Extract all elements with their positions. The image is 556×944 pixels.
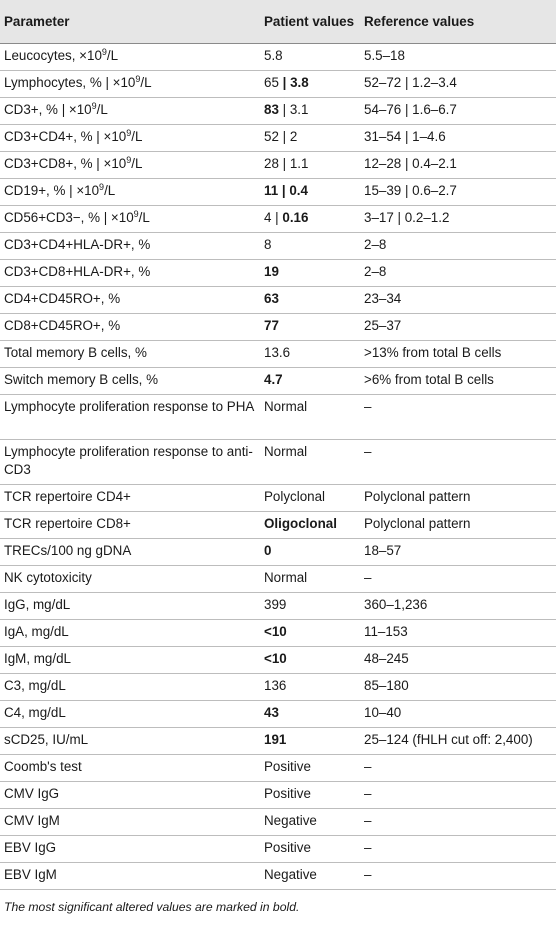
reference-value-cell: – <box>360 782 556 809</box>
table-row <box>0 836 556 863</box>
patient-value-segment: 11 | 0.4 <box>264 183 308 198</box>
patient-value-segment: Negative <box>264 813 317 828</box>
patient-value-cell <box>260 260 360 287</box>
table-row <box>0 755 556 782</box>
header-patient-values: Patient values <box>260 0 360 44</box>
table-row <box>0 512 556 539</box>
parameter-cell: Lymphocytes, % | $\times 10^9/L$ <box>0 71 260 98</box>
patient-value-cell <box>260 71 360 98</box>
patient-value-cell <box>260 593 360 620</box>
patient-value-segment: Positive <box>264 786 311 801</box>
header-parameter: Parameter <box>0 0 260 44</box>
parameter-cell: CD19+, % | $\times 10^9/L$ <box>0 179 260 206</box>
reference-value-cell: – <box>360 440 556 485</box>
reference-value-cell: 48–245 <box>360 647 556 674</box>
table-row <box>0 647 556 674</box>
reference-value-cell: 2–8 <box>360 260 556 287</box>
reference-value-cell: 5.5–18 <box>360 44 556 71</box>
patient-value-segment: Positive <box>264 840 311 855</box>
patient-value-cell <box>260 368 360 395</box>
patient-value-cell <box>260 674 360 701</box>
patient-value-segment: 83 <box>264 102 279 117</box>
patient-value-segment: Positive <box>264 759 311 774</box>
patient-value-segment: 19 <box>264 264 279 279</box>
patient-value-segment: 77 <box>264 318 279 333</box>
reference-value-cell: – <box>360 566 556 593</box>
patient-value-segment: 4 | <box>264 210 283 225</box>
reference-value-cell: 25–37 <box>360 314 556 341</box>
reference-value-cell: 15–39 | 0.6–2.7 <box>360 179 556 206</box>
table-row <box>0 368 556 395</box>
table-header <box>0 0 556 44</box>
patient-value-segment: 0.16 <box>282 210 309 225</box>
parameter-cell: CD4+CD45RO+, % <box>0 287 260 314</box>
table-row <box>0 485 556 512</box>
table-row <box>0 863 556 890</box>
table-row <box>0 728 556 755</box>
patient-value-cell <box>260 809 360 836</box>
patient-value-cell <box>260 863 360 890</box>
patient-value-cell <box>260 566 360 593</box>
reference-value-cell: 3–17 | 0.2–1.2 <box>360 206 556 233</box>
reference-value-cell: 11–153 <box>360 620 556 647</box>
reference-value-cell: – <box>360 395 556 440</box>
patient-value-cell <box>260 152 360 179</box>
table-row <box>0 341 556 368</box>
patient-value-cell <box>260 287 360 314</box>
table-row <box>0 206 556 233</box>
patient-value-cell <box>260 233 360 260</box>
table-row <box>0 44 556 71</box>
table-row <box>0 314 556 341</box>
patient-value-segment: 43 <box>264 705 279 720</box>
reference-value-cell: 10–40 <box>360 701 556 728</box>
table-row <box>0 593 556 620</box>
parameter-cell: C3, mg/dL <box>0 674 260 701</box>
parameter-cell: CMV IgG <box>0 782 260 809</box>
table-row <box>0 566 556 593</box>
reference-value-cell: 23–34 <box>360 287 556 314</box>
reference-value-cell: – <box>360 863 556 890</box>
table-row <box>0 71 556 98</box>
parameter-cell: Switch memory B cells, % <box>0 368 260 395</box>
patient-value-segment: 4.7 <box>264 372 283 387</box>
table-row <box>0 98 556 125</box>
table-row <box>0 152 556 179</box>
patient-value-cell <box>260 620 360 647</box>
reference-value-cell: 85–180 <box>360 674 556 701</box>
patient-value-cell <box>260 728 360 755</box>
patient-value-segment: | 3.8 <box>278 75 309 90</box>
patient-value-segment: Oligoclonal <box>264 516 337 531</box>
patient-value-cell <box>260 44 360 71</box>
reference-value-cell: 2–8 <box>360 233 556 260</box>
parameter-cell: CD3+CD8+HLA-DR+, % <box>0 260 260 287</box>
table-row <box>0 809 556 836</box>
patient-value-segment: Normal <box>264 399 308 414</box>
table-row <box>0 125 556 152</box>
patient-value-cell <box>260 701 360 728</box>
patient-value-cell <box>260 755 360 782</box>
table-row <box>0 620 556 647</box>
parameter-cell: IgA, mg/dL <box>0 620 260 647</box>
patient-value-segment: 65 <box>264 75 279 90</box>
parameter-cell: CD8+CD45RO+, % <box>0 314 260 341</box>
parameter-cell: Leucocytes, $\times 10^9/L$ <box>0 44 260 71</box>
patient-value-cell <box>260 98 360 125</box>
patient-value-segment: 8 <box>264 237 272 252</box>
table-row <box>0 260 556 287</box>
table-footnote: The most significant altered values are marked in bold. <box>4 900 300 914</box>
parameter-cell: Total memory B cells, % <box>0 341 260 368</box>
patient-value-segment: 13.6 <box>264 345 291 360</box>
parameter-cell: TCR repertoire CD4+ <box>0 485 260 512</box>
patient-value-cell <box>260 539 360 566</box>
patient-value-cell <box>260 512 360 539</box>
reference-value-cell: – <box>360 836 556 863</box>
patient-value-cell <box>260 395 360 440</box>
reference-value-cell: 12–28 | 0.4–2.1 <box>360 152 556 179</box>
table-row <box>0 395 556 440</box>
patient-value-cell <box>260 314 360 341</box>
patient-value-cell <box>260 836 360 863</box>
table-row <box>0 539 556 566</box>
patient-value-segment: Polyclonal <box>264 489 326 504</box>
reference-value-cell: – <box>360 809 556 836</box>
parameter-cell: CD3+, % | $\times 10^9/L$ <box>0 98 260 125</box>
parameter-cell: sCD25, IU/mL <box>0 728 260 755</box>
parameter-cell: CMV IgM <box>0 809 260 836</box>
patient-value-segment: <10 <box>264 624 287 639</box>
table-row <box>0 440 556 485</box>
parameter-cell: NK cytotoxicity <box>0 566 260 593</box>
patient-value-cell <box>260 206 360 233</box>
patient-value-segment: 0 <box>264 543 272 558</box>
reference-value-cell: Polyclonal pattern <box>360 485 556 512</box>
parameter-cell: TRECs/100 ng gDNA <box>0 539 260 566</box>
patient-value-cell <box>260 341 360 368</box>
patient-value-segment: <10 <box>264 651 287 666</box>
parameter-cell: EBV IgG <box>0 836 260 863</box>
parameter-cell: IgM, mg/dL <box>0 647 260 674</box>
table-row <box>0 782 556 809</box>
reference-value-cell: 360–1,236 <box>360 593 556 620</box>
patient-value-cell <box>260 782 360 809</box>
patient-value-cell <box>260 125 360 152</box>
patient-value-segment: 5.8 <box>264 48 283 63</box>
table-row <box>0 701 556 728</box>
patient-value-segment: Normal <box>264 570 308 585</box>
parameter-cell: IgG, mg/dL <box>0 593 260 620</box>
reference-value-cell: 25–124 (fHLH cut off: 2,400) <box>360 728 556 755</box>
patient-value-segment: 191 <box>264 732 287 747</box>
reference-value-cell: >13% from total B cells <box>360 341 556 368</box>
parameter-cell: Coomb's test <box>0 755 260 782</box>
patient-value-segment: 399 <box>264 597 287 612</box>
table-row <box>0 233 556 260</box>
patient-value-segment: | 3.1 <box>278 102 309 117</box>
parameter-cell: EBV IgM <box>0 863 260 890</box>
patient-value-segment: Normal <box>264 444 308 459</box>
parameter-cell: CD3+CD4+, % | $\times 10^9/L$ <box>0 125 260 152</box>
reference-value-cell: – <box>360 755 556 782</box>
patient-value-segment: 28 | 1.1 <box>264 156 309 171</box>
table-row <box>0 287 556 314</box>
reference-value-cell: Polyclonal pattern <box>360 512 556 539</box>
patient-value-segment: Negative <box>264 867 317 882</box>
reference-value-cell: 31–54 | 1–4.6 <box>360 125 556 152</box>
parameter-cell: CD3+CD8+, % | $\times 10^9/L$ <box>0 152 260 179</box>
patient-value-cell <box>260 179 360 206</box>
patient-value-segment: 52 | 2 <box>264 129 298 144</box>
reference-value-cell: >6% from total B cells <box>360 368 556 395</box>
patient-value-segment: 63 <box>264 291 279 306</box>
parameter-cell: Lymphocyte proliferation response to anti-CD3 <box>0 440 260 485</box>
patient-value-cell <box>260 440 360 485</box>
patient-value-cell <box>260 485 360 512</box>
reference-value-cell: 54–76 | 1.6–6.7 <box>360 98 556 125</box>
table-body <box>0 44 556 890</box>
reference-value-cell: 18–57 <box>360 539 556 566</box>
parameter-cell: CD3+CD4+HLA-DR+, % <box>0 233 260 260</box>
parameter-cell: Lymphocyte proliferation response to PHA <box>0 395 260 440</box>
patient-value-segment: 136 <box>264 678 287 693</box>
parameter-cell: CD56+CD3−, % | $\times 10^9/L$ <box>0 206 260 233</box>
parameter-cell: C4, mg/dL <box>0 701 260 728</box>
reference-value-cell: 52–72 | 1.2–3.4 <box>360 71 556 98</box>
table-row <box>0 674 556 701</box>
table-row <box>0 179 556 206</box>
patient-value-cell <box>260 647 360 674</box>
parameter-cell: TCR repertoire CD8+ <box>0 512 260 539</box>
header-reference-values: Reference values <box>360 0 556 44</box>
